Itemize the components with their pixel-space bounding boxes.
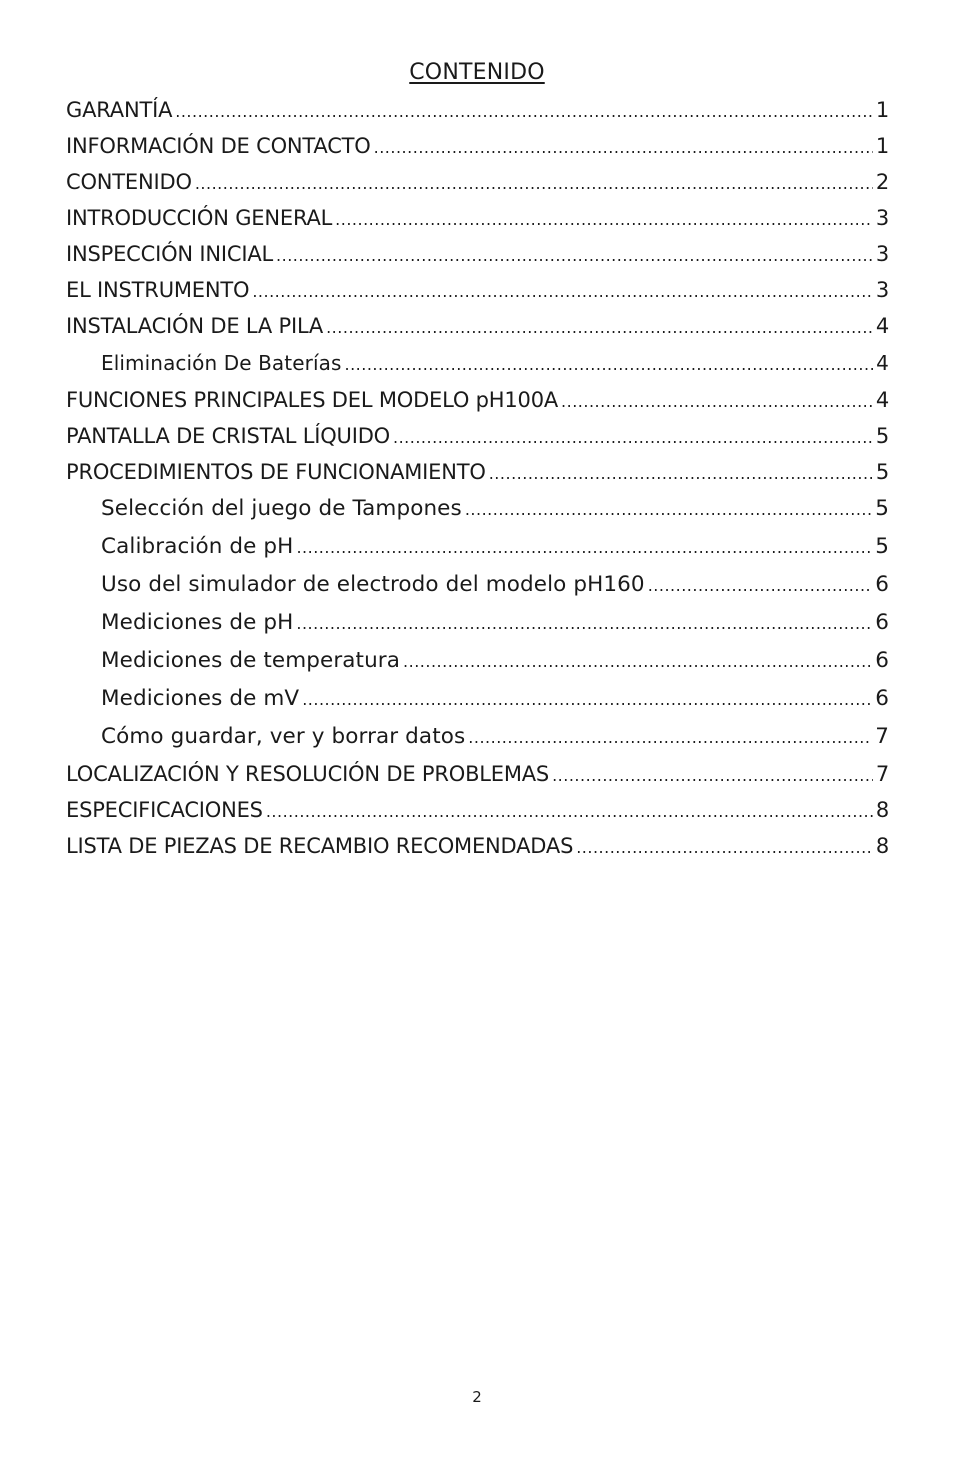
dot-leader <box>195 164 873 200</box>
toc-entry-seleccion-tampones[interactable] <box>66 490 889 528</box>
dot-leader <box>296 604 872 640</box>
toc-entry-page: 5 <box>875 496 889 521</box>
toc-entry-label: CONTENIDO <box>66 170 192 194</box>
page-title: CONTENIDO <box>409 60 545 85</box>
dot-leader <box>393 418 873 454</box>
toc-entry-mediciones-ph[interactable] <box>66 604 889 642</box>
dot-leader <box>266 792 873 828</box>
dot-leader <box>252 272 873 308</box>
toc-entry-label: Eliminación De Baterías <box>101 351 342 375</box>
toc-entry-page: 1 <box>875 134 889 158</box>
toc-entry-page: 4 <box>876 351 889 375</box>
toc-entry-page: 8 <box>875 798 889 822</box>
toc-entry-page: 8 <box>875 834 889 858</box>
toc-entry-informacion-contacto[interactable] <box>66 128 889 164</box>
toc-entry-page: 3 <box>875 206 889 230</box>
toc-entry-localizacion-problemas[interactable] <box>66 756 889 792</box>
toc-entry-pantalla-cristal-liquido[interactable] <box>66 418 889 454</box>
dot-leader <box>648 566 873 602</box>
dot-leader <box>468 718 872 754</box>
toc-entry-label: Uso del simulador de electrodo del modelo pH160 <box>101 572 645 597</box>
toc-entry-label: PANTALLA DE CRISTAL LÍQUIDO <box>66 424 390 448</box>
toc-entry-calibracion-ph[interactable] <box>66 528 889 566</box>
toc-entry-label: Calibración de pH <box>101 534 294 559</box>
dot-leader <box>296 528 872 564</box>
toc-entry-label: INFORMACIÓN DE CONTACTO <box>66 134 371 158</box>
toc-entry-page: 4 <box>875 388 889 412</box>
dot-leader <box>335 200 873 236</box>
dot-leader <box>374 128 873 164</box>
dot-leader <box>344 344 873 380</box>
toc-entry-label: INTRODUCCIÓN GENERAL <box>66 206 333 230</box>
toc-entry-guardar-datos[interactable] <box>66 718 889 756</box>
page-number: 2 <box>472 1388 482 1406</box>
toc-entry-uso-simulador[interactable] <box>66 566 889 604</box>
dot-leader <box>489 454 873 490</box>
dot-leader <box>326 308 873 344</box>
toc-entry-label: EL INSTRUMENTO <box>66 278 250 302</box>
dot-leader <box>552 756 873 792</box>
toc-entry-procedimientos-funcionamiento[interactable] <box>66 454 889 490</box>
toc-entry-mediciones-temperatura[interactable] <box>66 642 889 680</box>
toc-entry-page: 6 <box>875 610 889 635</box>
toc-entry-label: Cómo guardar, ver y borrar datos <box>101 724 466 749</box>
toc-entry-page: 5 <box>875 424 889 448</box>
toc-entry-label: FUNCIONES PRINCIPALES DEL MODELO pH100A <box>66 388 559 412</box>
toc-entry-label: GARANTÍA <box>66 98 173 122</box>
toc-entry-label: Mediciones de mV <box>101 686 300 711</box>
toc-entry-label: INSTALACIÓN DE LA PILA <box>66 314 324 338</box>
toc-entry-page: 6 <box>875 648 889 673</box>
dot-leader <box>276 236 873 272</box>
dot-leader <box>302 680 872 716</box>
toc-entry-lista-piezas[interactable] <box>66 828 889 864</box>
toc-entry-page: 1 <box>875 98 889 122</box>
toc-entry-page: 7 <box>875 762 889 786</box>
toc-entry-label: LISTA DE PIEZAS DE RECAMBIO RECOMENDADAS <box>66 834 574 858</box>
toc-entry-especificaciones[interactable] <box>66 792 889 828</box>
toc-entry-introduccion-general[interactable] <box>66 200 889 236</box>
dot-leader <box>465 490 872 526</box>
toc-entry-page: 6 <box>875 686 889 711</box>
toc-entry-page: 7 <box>875 724 889 749</box>
toc-entry-eliminacion-baterias[interactable] <box>66 344 889 382</box>
toc-entry-page: 4 <box>875 314 889 338</box>
dot-leader <box>561 382 873 418</box>
toc-entry-page: 5 <box>875 460 889 484</box>
toc-entry-page: 3 <box>875 242 889 266</box>
dot-leader <box>576 828 873 864</box>
toc-entry-label: Mediciones de temperatura <box>101 648 401 673</box>
toc-entry-label: Selección del juego de Tampones <box>101 496 462 521</box>
toc-entry-instalacion-pila[interactable] <box>66 308 889 344</box>
table-of-contents <box>66 92 889 864</box>
toc-entry-label: PROCEDIMIENTOS DE FUNCIONAMIENTO <box>66 460 486 484</box>
toc-entry-page: 5 <box>875 534 889 559</box>
toc-entry-el-instrumento[interactable] <box>66 272 889 308</box>
toc-entry-label: LOCALIZACIÓN Y RESOLUCIÓN DE PROBLEMAS <box>66 762 550 786</box>
toc-entry-inspeccion-inicial[interactable] <box>66 236 889 272</box>
toc-entry-funciones-principales[interactable] <box>66 382 889 418</box>
dot-leader <box>403 642 872 678</box>
toc-entry-page: 6 <box>875 572 889 597</box>
toc-entry-label: ESPECIFICACIONES <box>66 798 263 822</box>
toc-entry-garantia[interactable] <box>66 92 889 128</box>
toc-entry-label: INSPECCIÓN INICIAL <box>66 242 274 266</box>
toc-entry-page: 3 <box>875 278 889 302</box>
toc-entry-label: Mediciones de pH <box>101 610 294 635</box>
toc-entry-mediciones-mv[interactable] <box>66 680 889 718</box>
toc-entry-page: 2 <box>875 170 889 194</box>
dot-leader <box>175 92 873 128</box>
toc-entry-contenido[interactable] <box>66 164 889 200</box>
